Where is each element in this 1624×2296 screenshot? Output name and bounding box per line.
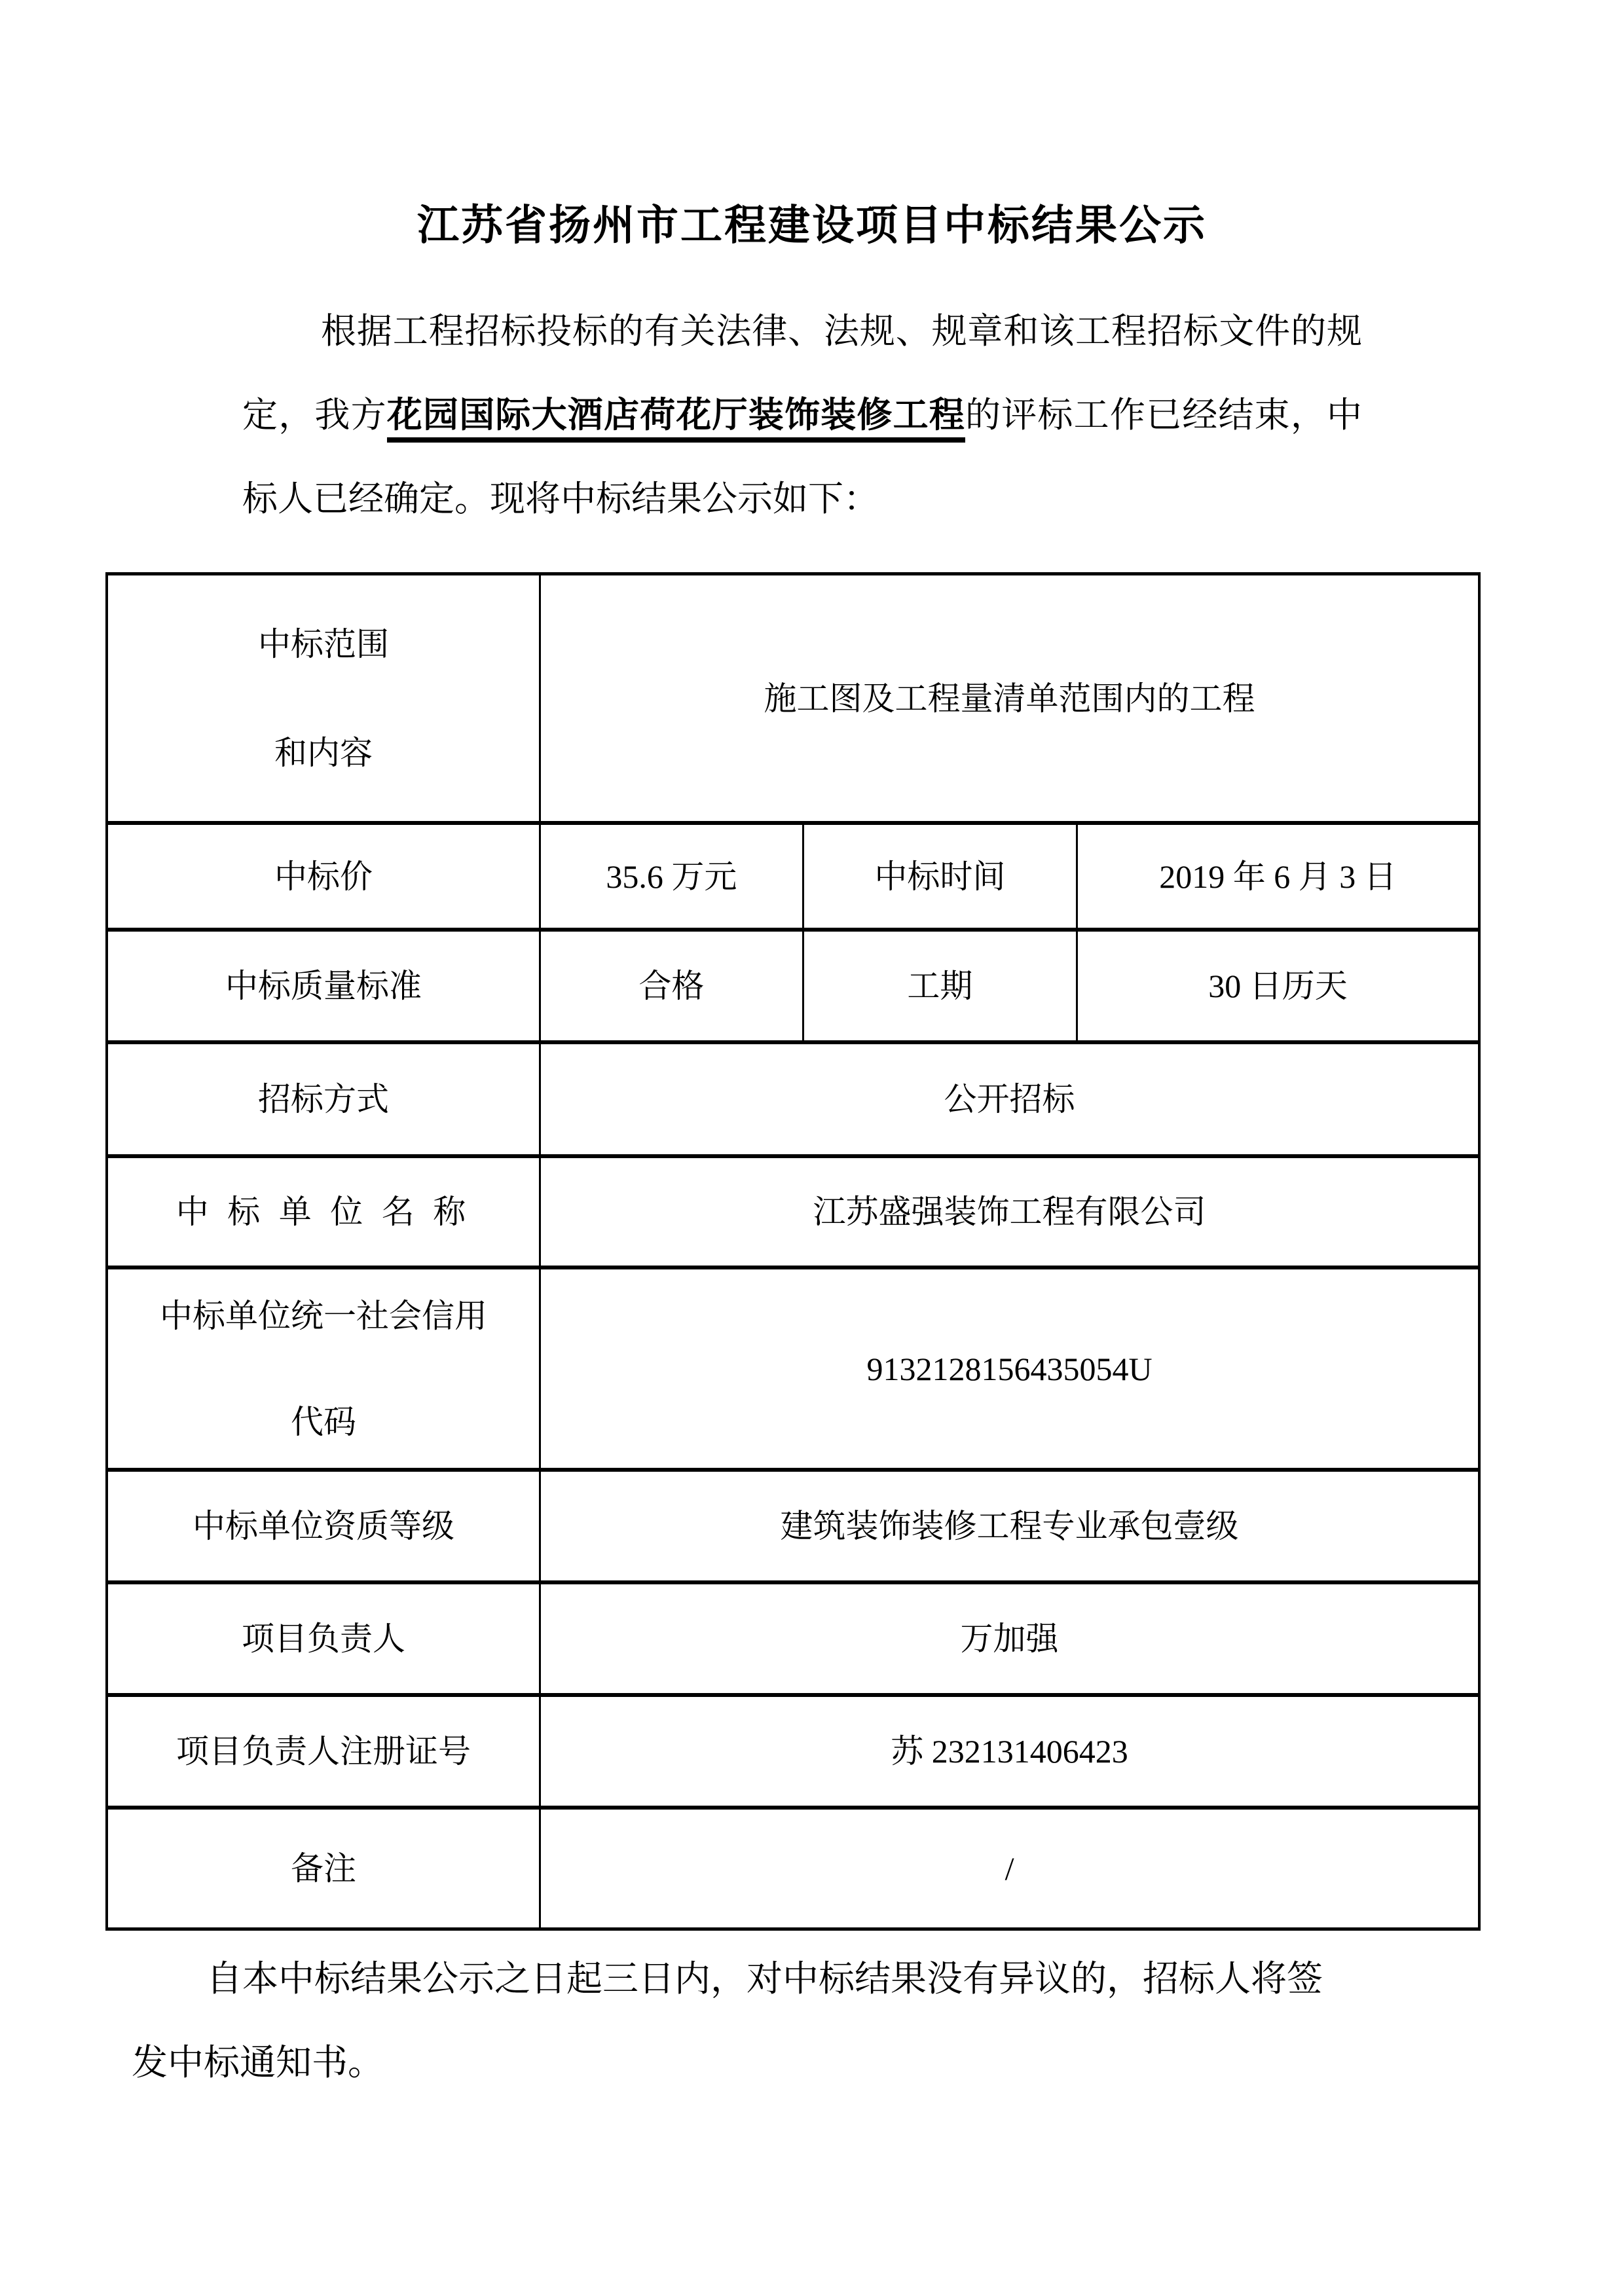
row-label-cell	[108, 1697, 541, 1806]
cell-text-line: 合格	[638, 968, 705, 1004]
row-label-cell	[108, 1158, 541, 1266]
cell-text-line: 9132128156435054U	[866, 1350, 1153, 1387]
cell-text-line: 30 日历天	[1208, 968, 1348, 1004]
intro-paragraph	[242, 289, 1362, 541]
cell-text-line: 中标范围	[258, 625, 390, 663]
row-value-cell	[541, 1158, 1478, 1266]
cell-text-line: 中标价	[274, 858, 373, 895]
table-row	[108, 932, 1478, 1044]
intro-lead: 根据工程招标投标的有关法律、法规、规章和该工程招标文件的规定，我方	[242, 312, 1362, 435]
table-row	[108, 1269, 1478, 1472]
row-value-cell	[541, 825, 804, 928]
cell-text-line: 备注	[291, 1850, 357, 1887]
row-value-cell	[541, 1697, 1478, 1806]
table-row	[108, 825, 1478, 932]
closing-paragraph: 自本中标结果公示之日起三日内，对中标结果没有异议的，招标人将签发中标通知书。	[132, 1959, 1323, 2083]
row-value-cell	[541, 1810, 1478, 1927]
table-row	[108, 575, 1478, 825]
intro-tail: 的评标工作已经结束，中标人已经确定。现将中标结果公示如下：	[242, 395, 1363, 519]
bid-result-table	[105, 572, 1481, 1931]
cell-text-line: 施工图及工程量清单范围内的工程	[764, 680, 1255, 717]
cell-text-line: 中标质量标准	[225, 968, 422, 1004]
cell-text-line: 建筑装饰装修工程专业承包壹级	[780, 1508, 1239, 1544]
row-value-cell	[1078, 825, 1478, 928]
row-label-cell	[804, 825, 1078, 928]
cell-text-line: 苏 232131406423	[891, 1733, 1128, 1770]
cell-text-line: 35.6 万元	[606, 858, 737, 895]
cell-text-line: 招标方式	[258, 1081, 390, 1118]
row-value-cell	[541, 932, 804, 1040]
table-row	[108, 1697, 1478, 1810]
table-row	[108, 1810, 1478, 1927]
row-label-cell	[804, 932, 1078, 1040]
cell-text-line: 万加强	[960, 1620, 1059, 1657]
cell-text-line: 工期	[907, 968, 973, 1004]
row-value-cell	[541, 1269, 1478, 1468]
row-label-cell	[108, 575, 541, 821]
project-name-underlined: 花园国际大酒店荷花厅装饰装修工程	[387, 395, 965, 443]
row-value-cell	[541, 1584, 1478, 1693]
row-value-cell	[541, 1044, 1478, 1154]
row-label-cell	[108, 1810, 541, 1927]
cell-text-line: 江苏盛强装饰工程有限公司	[813, 1194, 1206, 1230]
cell-text-line: 2019 年 6 月 3 日	[1159, 858, 1397, 895]
row-value-cell	[541, 575, 1478, 821]
row-label-cell	[108, 825, 541, 928]
document-title: 江苏省扬州市工程建设项目中标结果公示	[417, 202, 1207, 249]
table-row	[108, 1158, 1478, 1269]
table-row	[108, 1044, 1478, 1158]
cell-text-line: 和内容	[274, 734, 373, 771]
row-label-cell	[108, 932, 541, 1040]
cell-text-line: /	[1005, 1850, 1014, 1887]
cell-text-line: 项目负责人注册证号	[176, 1733, 471, 1770]
cell-text-line: 中标时间	[874, 858, 1006, 895]
row-label-cell	[108, 1472, 541, 1580]
cell-text-line: 中标单位统一社会信用	[160, 1297, 488, 1334]
row-label-cell	[108, 1044, 541, 1154]
table-row	[108, 1584, 1478, 1697]
table-row	[108, 1472, 1478, 1584]
row-label-cell	[108, 1269, 541, 1468]
cell-text-line: 代码	[291, 1403, 357, 1440]
row-value-cell	[541, 1472, 1478, 1580]
row-value-cell	[1078, 932, 1478, 1040]
cell-text-line: 中标单位资质等级	[193, 1508, 455, 1544]
cell-text-line: 项目负责人	[242, 1620, 406, 1657]
row-label-cell	[108, 1584, 541, 1693]
cell-text-line: 中 标 单 位 名 称	[175, 1194, 471, 1230]
cell-text-line: 公开招标	[944, 1081, 1075, 1118]
